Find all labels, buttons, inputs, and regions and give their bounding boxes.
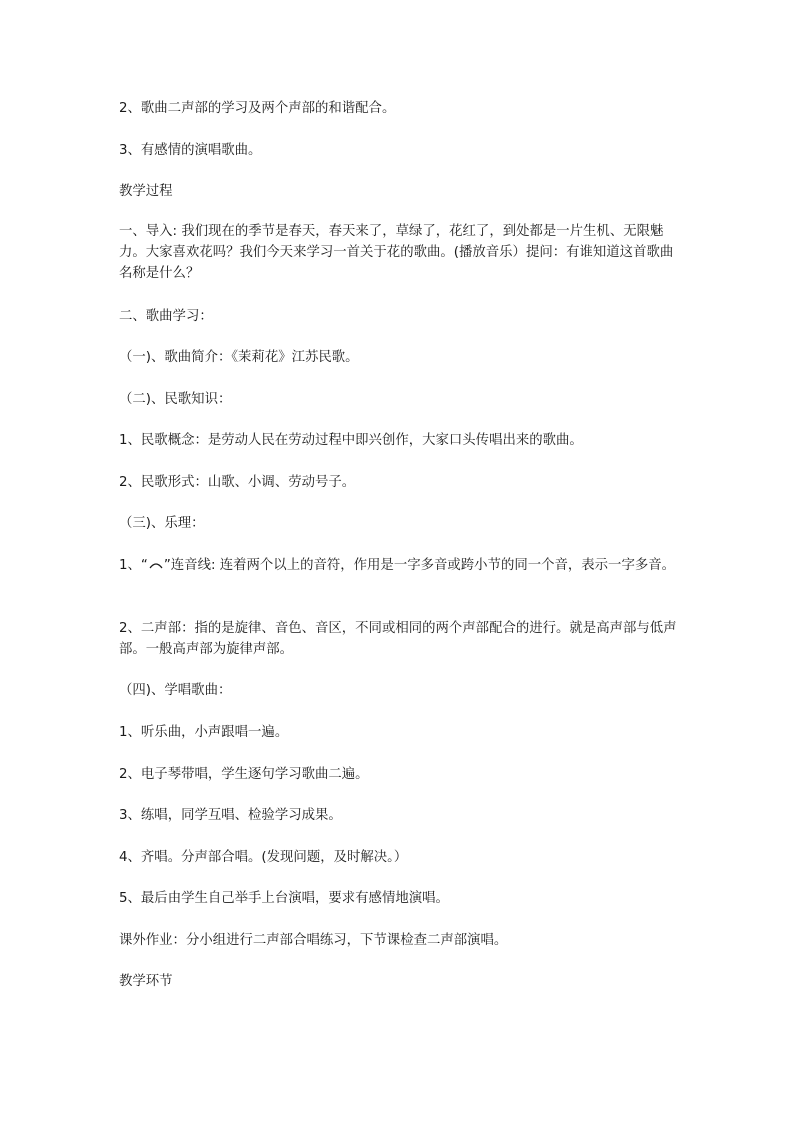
paragraph-step-3: 3、练唱，同学互唱、检验学习成果。 — [119, 808, 342, 823]
heading-teaching-process: 教学过程 — [119, 184, 173, 199]
paragraph-step-2: 2、电子琴带唱，学生逐句学习歌曲二遍。 — [119, 767, 369, 782]
tie-item-prefix: 1、“ — [119, 558, 148, 573]
paragraph-step-1: 1、听乐曲，小声跟唱一遍。 — [119, 725, 289, 740]
paragraph-objective-3: 3、有感情的演唱歌曲。 — [119, 143, 262, 158]
paragraph-step-5: 5、最后由学生自己举手上台演唱，要求有感情地演唱。 — [119, 891, 449, 906]
paragraph-two-part: 2、二声部：指的是旋律、音色、音区，不同或相同的两个声部配合的进行。就是高声部与低声部。一般高声部为旋律声部。 — [119, 621, 677, 657]
heading-song-study: 二、歌曲学习： — [119, 309, 213, 324]
heading-music-theory: （三)、乐理： — [119, 516, 205, 531]
paragraph-objective-2: 2、歌曲二声部的学习及两个声部的和谐配合。 — [119, 101, 396, 116]
paragraph-homework: 课外作业：分小组进行二声部合唱练习，下节课检查二声部演唱。 — [119, 933, 508, 948]
tie-item-suffix: ”连音线: 连着两个以上的音符，作用是一字多音或跨小节的同一个音，表示一字多音。 — [163, 558, 676, 573]
heading-teaching-steps: 教学环节 — [119, 974, 173, 989]
slur-icon — [149, 561, 163, 569]
paragraph-introduction: 一、导入: 我们现在的季节是春天，春天来了，草绿了，花红了，到处都是一片生机、无限魅力。大家喜欢花吗？我们今天来学习一首关于花的歌曲。(播放音乐）提问：有谁知道这首歌曲名称是什么？ — [119, 224, 674, 281]
paragraph-folk-forms: 2、民歌形式：山歌、小调、劳动号子。 — [119, 475, 356, 490]
paragraph-tie-definition — [119, 555, 679, 576]
heading-learn-song: （四)、学唱歌曲： — [119, 683, 232, 698]
heading-folk-knowledge: （二)、民歌知识： — [119, 392, 232, 407]
paragraph-folk-concept: 1、民歌概念：是劳动人民在劳动过程中即兴创作，大家口头传唱出来的歌曲。 — [119, 433, 583, 448]
paragraph-step-4: 4、齐唱。分声部合唱。(发现问题，及时解决。） — [119, 850, 408, 865]
paragraph-song-intro: （一)、歌曲简介：《茉莉花》江苏民歌。 — [119, 350, 359, 365]
